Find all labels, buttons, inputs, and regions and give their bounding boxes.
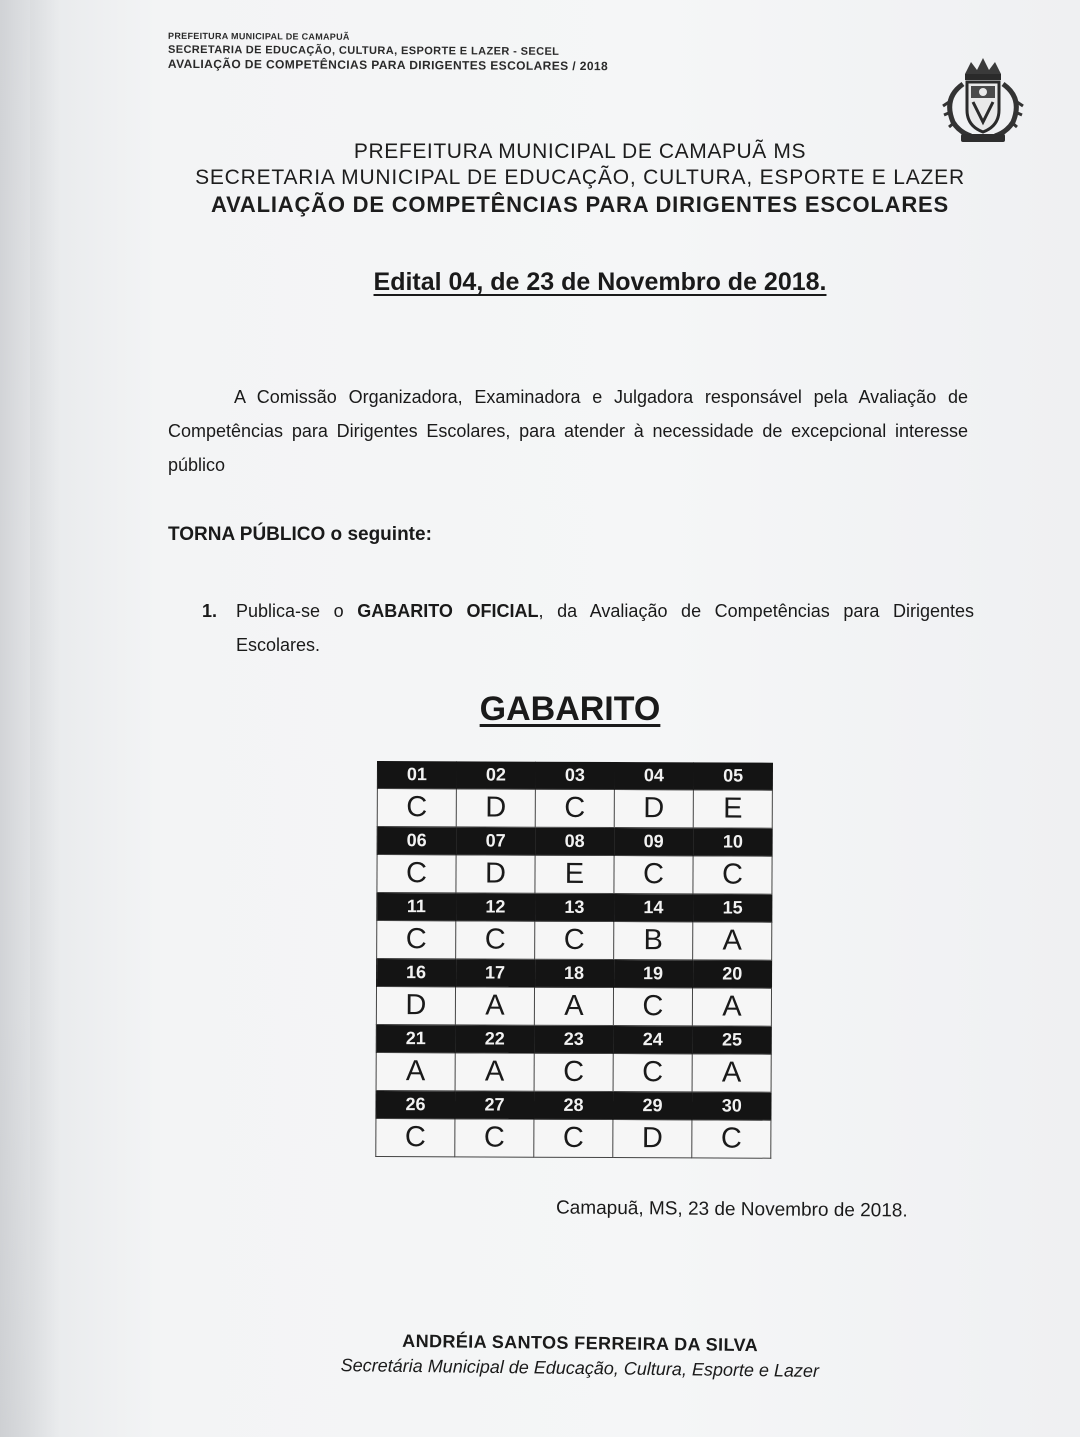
question-number: 08 xyxy=(535,827,614,855)
answer-cell: C xyxy=(535,921,614,959)
answer-cell: A xyxy=(376,1052,455,1090)
item-text-before: Publica-se o xyxy=(236,601,358,621)
answer-cell: A xyxy=(692,1054,771,1092)
answer-cell: C xyxy=(693,856,772,894)
answer-cell: C xyxy=(534,1119,613,1157)
question-number: 22 xyxy=(455,1025,534,1053)
question-number: 25 xyxy=(692,1026,771,1054)
answer-cell: C xyxy=(534,1053,613,1091)
answer-cell: D xyxy=(456,855,535,893)
signatory-name: ANDRÉIA SANTOS FERREIRA DA SILVA xyxy=(402,1330,759,1356)
question-number: 29 xyxy=(613,1092,692,1120)
answer-cell: D xyxy=(613,1120,692,1158)
signatory-role: Secretária Municipal de Educação, Cultura, Esporte e Lazer xyxy=(340,1355,820,1381)
answer-cell: C xyxy=(613,1054,692,1092)
answer-cell: C xyxy=(692,1120,771,1158)
answer-row xyxy=(377,789,772,829)
answer-cell: C xyxy=(535,789,614,827)
header-prefeitura: PREFEITURA MUNICIPAL DE CAMAPUÃ MS xyxy=(353,140,807,163)
question-number: 28 xyxy=(534,1091,613,1119)
answer-row xyxy=(376,1052,771,1092)
answer-cell: C xyxy=(613,988,692,1026)
list-item-1 xyxy=(202,594,974,662)
item-text-after: , da Avaliação de Competências para Dirigentes Escolares. xyxy=(236,601,974,655)
answer-cell: C xyxy=(377,855,456,893)
intro-paragraph: A Comissão Organizadora, Examinadora e Julgadora responsável pela Avaliação de Competências para Dirigentes Escolares, para atender à necessidade de excepcional interesse público xyxy=(168,387,968,475)
signature-block xyxy=(290,1329,871,1382)
letterhead-line-1: PREFEITURA MUNICIPAL DE CAMAPUÃ xyxy=(168,30,350,42)
question-number: 14 xyxy=(614,894,693,922)
letterhead-line-2: SECRETARIA DE EDUCAÇÃO, CULTURA, ESPORTE E LAZER - SECEL xyxy=(167,43,560,58)
answer-cell: C xyxy=(377,789,456,827)
answer-row xyxy=(376,987,771,1027)
question-number: 12 xyxy=(456,893,535,921)
question-number: 07 xyxy=(456,827,535,855)
answer-cell: C xyxy=(377,921,456,959)
question-number: 15 xyxy=(693,894,772,922)
place-date: Camapuã, MS, 23 de Novembro de 2018. xyxy=(555,1197,908,1222)
question-number: 06 xyxy=(377,827,456,855)
answer-row xyxy=(376,1118,771,1158)
question-number: 03 xyxy=(535,762,614,790)
document-header xyxy=(150,138,1010,219)
question-number: 04 xyxy=(614,762,693,790)
answer-cell: C xyxy=(376,1118,455,1156)
answer-cell: E xyxy=(693,790,772,828)
torna-publico-heading: TORNA PÚBLICO o seguinte: xyxy=(168,524,432,545)
letterhead xyxy=(168,29,608,73)
coat-of-arms-icon xyxy=(935,52,1031,148)
question-number: 02 xyxy=(456,761,535,789)
answer-cell: D xyxy=(456,789,535,827)
question-number: 23 xyxy=(534,1025,613,1053)
question-number: 01 xyxy=(377,761,456,789)
question-number: 05 xyxy=(693,762,772,790)
question-number: 17 xyxy=(456,959,535,987)
letterhead-line-3: AVALIAÇÃO DE COMPETÊNCIAS PARA DIRIGENTES ESCOLARES / 2018 xyxy=(167,56,609,74)
header-avaliacao: AVALIAÇÃO DE COMPETÊNCIAS PARA DIRIGENTES ESCOLARES xyxy=(211,192,949,217)
answer-cell: C xyxy=(614,856,693,894)
question-number: 16 xyxy=(377,959,456,987)
answer-cell: A xyxy=(692,988,771,1026)
question-number-row xyxy=(376,1090,771,1120)
answer-cell: E xyxy=(535,855,614,893)
answer-cell: D xyxy=(376,987,455,1025)
answer-cell: A xyxy=(693,922,772,960)
question-number: 24 xyxy=(613,1026,692,1054)
question-number: 26 xyxy=(376,1090,455,1118)
question-number: 13 xyxy=(535,893,614,921)
item-number: 1. xyxy=(202,601,218,621)
question-number-row xyxy=(377,761,772,790)
header-secretaria: SECRETARIA MUNICIPAL DE EDUCAÇÃO, CULTURA, ESPORTE E LAZER xyxy=(195,166,965,189)
answer-cell: B xyxy=(614,922,693,960)
answer-cell: A xyxy=(534,987,613,1025)
answer-cell: C xyxy=(455,1119,534,1157)
question-number-row xyxy=(376,1024,771,1054)
edital-title: Edital 04, de 23 de Novembro de 2018. xyxy=(373,268,827,296)
question-number: 27 xyxy=(455,1091,534,1119)
answer-cell: A xyxy=(455,987,534,1025)
question-number-row xyxy=(377,827,772,857)
question-number: 19 xyxy=(614,960,693,988)
question-number-row xyxy=(377,959,772,989)
answer-row xyxy=(377,921,772,961)
question-number: 10 xyxy=(693,828,772,856)
answer-row xyxy=(377,855,772,895)
answer-cell: A xyxy=(455,1053,534,1091)
question-number: 21 xyxy=(376,1024,455,1052)
page-shadow xyxy=(0,0,60,1437)
question-number: 20 xyxy=(693,960,772,988)
answer-key-table xyxy=(375,761,773,1159)
question-number: 09 xyxy=(614,828,693,856)
answer-cell: D xyxy=(614,790,693,828)
gabarito-title: GABARITO xyxy=(479,690,661,728)
item-text-bold: GABARITO OFICIAL xyxy=(357,601,539,621)
question-number: 11 xyxy=(377,893,456,921)
answer-cell: C xyxy=(456,921,535,959)
question-number: 18 xyxy=(535,959,614,987)
question-number: 30 xyxy=(692,1092,771,1120)
question-number-row xyxy=(377,893,772,923)
item-text xyxy=(236,594,974,662)
